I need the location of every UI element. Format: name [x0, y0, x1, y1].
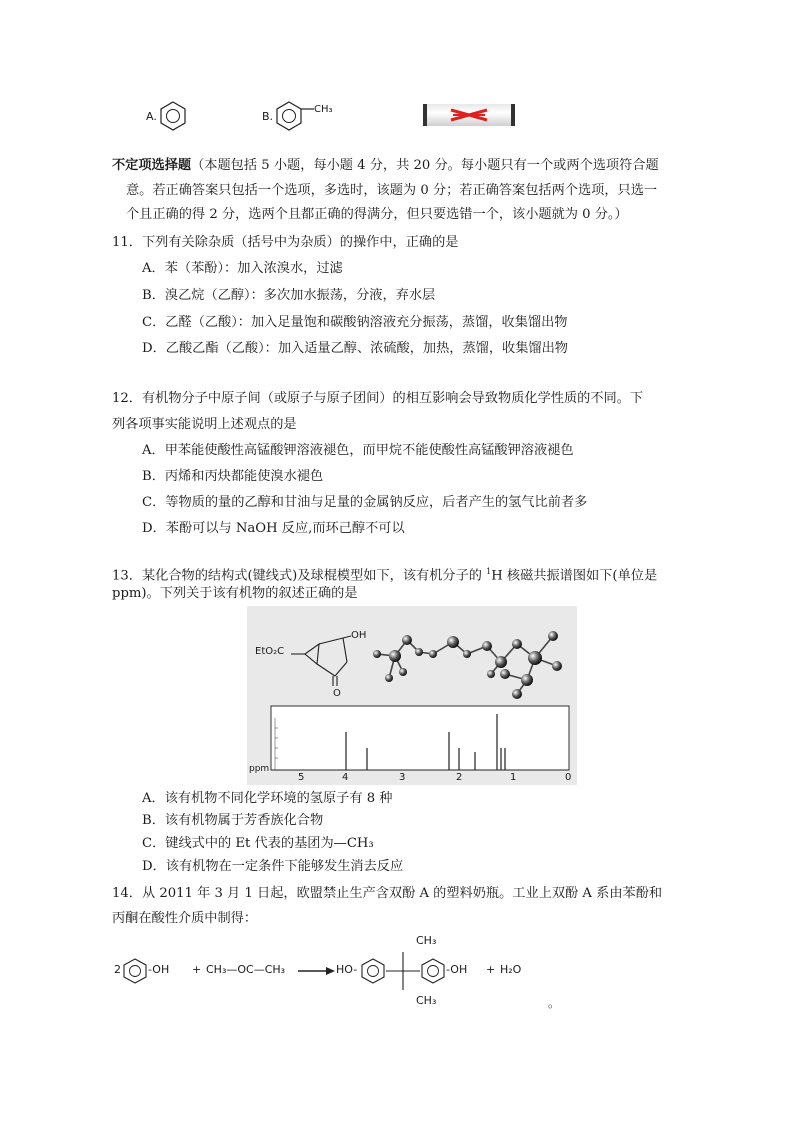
q14-stem-line1: 14．从 2011 年 3 月 1 日起，欧盟禁止生产含双酚 A 的塑料奶瓶。工业上双酚 A 系由苯酚和: [112, 886, 663, 901]
water: H₂O: [500, 963, 522, 976]
period-mark: 。: [548, 996, 561, 1010]
section-intro-line2: 意。若正确答案只包括一个选项，多选时，该题为 0 分；若正确答案包括两个选项，只选一: [126, 183, 658, 198]
q13-stem-line1: [112, 563, 657, 585]
toluene-structure: [274, 100, 318, 132]
quaternary-carbon: [386, 940, 420, 1002]
option-a-label: A.: [146, 110, 157, 123]
ketone-label: O: [333, 688, 341, 699]
hydroxyl-ho: HO-: [336, 963, 358, 976]
q13-option-d: D．该有机物在一定条件下能够发生消去反应: [142, 859, 404, 874]
section-intro-line3: 个且正确的得 2 分，选两个且都正确的得满分，但只要选错一个，该小题就为 0 分。）: [126, 207, 628, 222]
q13-option-b: B．该有机物属于芳香族化合物: [142, 813, 324, 828]
q11-option-a: A．苯（苯酚）：加入浓溴水，过滤: [142, 261, 343, 276]
section-intro: [112, 157, 659, 175]
q13-stem-line2: ppm)。下列关于该有机物的叙述正确的是: [112, 586, 358, 601]
nmr-spectrum: [247, 704, 577, 785]
plus-2: +: [486, 963, 496, 976]
nmr-tick-0: 0: [565, 772, 572, 783]
q13-option-c: C．键线式中的 Et 代表的基团为—CH₃: [142, 836, 374, 851]
nmr-tick-3: 3: [399, 772, 406, 783]
nmr-tick-1: 1: [510, 772, 517, 783]
nmr-tick-4: 4: [342, 772, 349, 783]
q11-option-b: B．溴乙烷（乙醇）：多次加水振荡，分液，弃水层: [142, 288, 436, 303]
hydroxyl-label: OH: [351, 630, 367, 641]
q13-sup: 1: [486, 567, 492, 576]
ester-label: EtO₂C: [255, 646, 285, 657]
nmr-tick-2: 2: [456, 772, 463, 783]
q13-figure: [247, 606, 577, 785]
q13-stem-part2: H 核磁共振谱图如下(单位是: [491, 568, 658, 584]
phenol-ring-1: [122, 958, 148, 984]
q11-option-c: C．乙醛（乙酸）：加入足量饱和碳酸钠溶液充分振荡，蒸馏，收集馏出物: [142, 315, 568, 330]
q13-stem-part1: 13．某化合物的结构式(键线式)及球棍模型如下，该有机分子的: [112, 568, 487, 584]
q11-stem: 11．下列有关除杂质（括号中为杂质）的操作中，正确的是: [112, 235, 459, 250]
reaction-equation: [112, 932, 572, 1012]
nmr-unit: ppm: [249, 764, 270, 774]
q12-option-b: B．丙烯和丙炔都能使溴水褪色: [142, 469, 324, 484]
option-b-label: B.: [262, 110, 274, 123]
q12-stem-line2: 列各项事实能说明上述观点的是: [112, 417, 297, 432]
q12-option-a: A．甲苯能使酸性高锰酸钾溶液褪色，而甲烷不能使酸性高锰酸钾溶液褪色: [142, 443, 574, 458]
phenol-ring-3: [420, 958, 446, 984]
methyl-top: CH₃: [416, 934, 437, 947]
hydroxyl-1: -OH: [148, 963, 170, 976]
broken-image-icon: [427, 104, 511, 126]
q11-option-d: D．乙酸乙酯（乙酸）：加入适量乙醇、浓硫酸，加热，蒸馏，收集馏出物: [142, 341, 568, 356]
reaction-arrow: [298, 966, 336, 976]
acetone-formula: CH₃—OC—CH₃: [206, 963, 286, 976]
q13-option-a: A．该有机物不同化学环境的氢原子有 8 种: [142, 791, 393, 806]
q14-stem-line2: 丙酮在酸性介质中制得：: [112, 911, 258, 926]
hydroxyl-2: -OH: [446, 963, 468, 976]
coefficient: 2: [114, 963, 121, 976]
section-title: 不定项选择题: [112, 158, 192, 173]
nmr-tick-5: 5: [298, 772, 305, 783]
q12-option-d: D．苯酚可以与 NaOH 反应,而环己醇不可以: [142, 521, 405, 536]
q12-stem-line1: 12．有机物分子中原子间（或原子与原子团间）的相互影响会导致物质化学性质的不同。下: [112, 391, 644, 406]
phenol-ring-2: [360, 958, 386, 984]
section-intro-line1: （本题包括 5 小题，每小题 4 分，共 20 分。每小题只有一个或两个选项符合题: [191, 158, 659, 173]
ball-and-stick-model: [367, 614, 577, 706]
methyl-bottom: CH₃: [416, 994, 437, 1007]
q12-option-c: C．等物质的量的乙醇和甘油与足量的金属钠反应，后者产生的氢气比前者多: [142, 495, 588, 510]
benzene-structure: [158, 100, 188, 132]
skeletal-structure: [247, 606, 377, 706]
plus-1: +: [192, 963, 202, 976]
broken-image-placeholder: [423, 104, 515, 126]
methyl-group: CH₃: [314, 104, 333, 115]
